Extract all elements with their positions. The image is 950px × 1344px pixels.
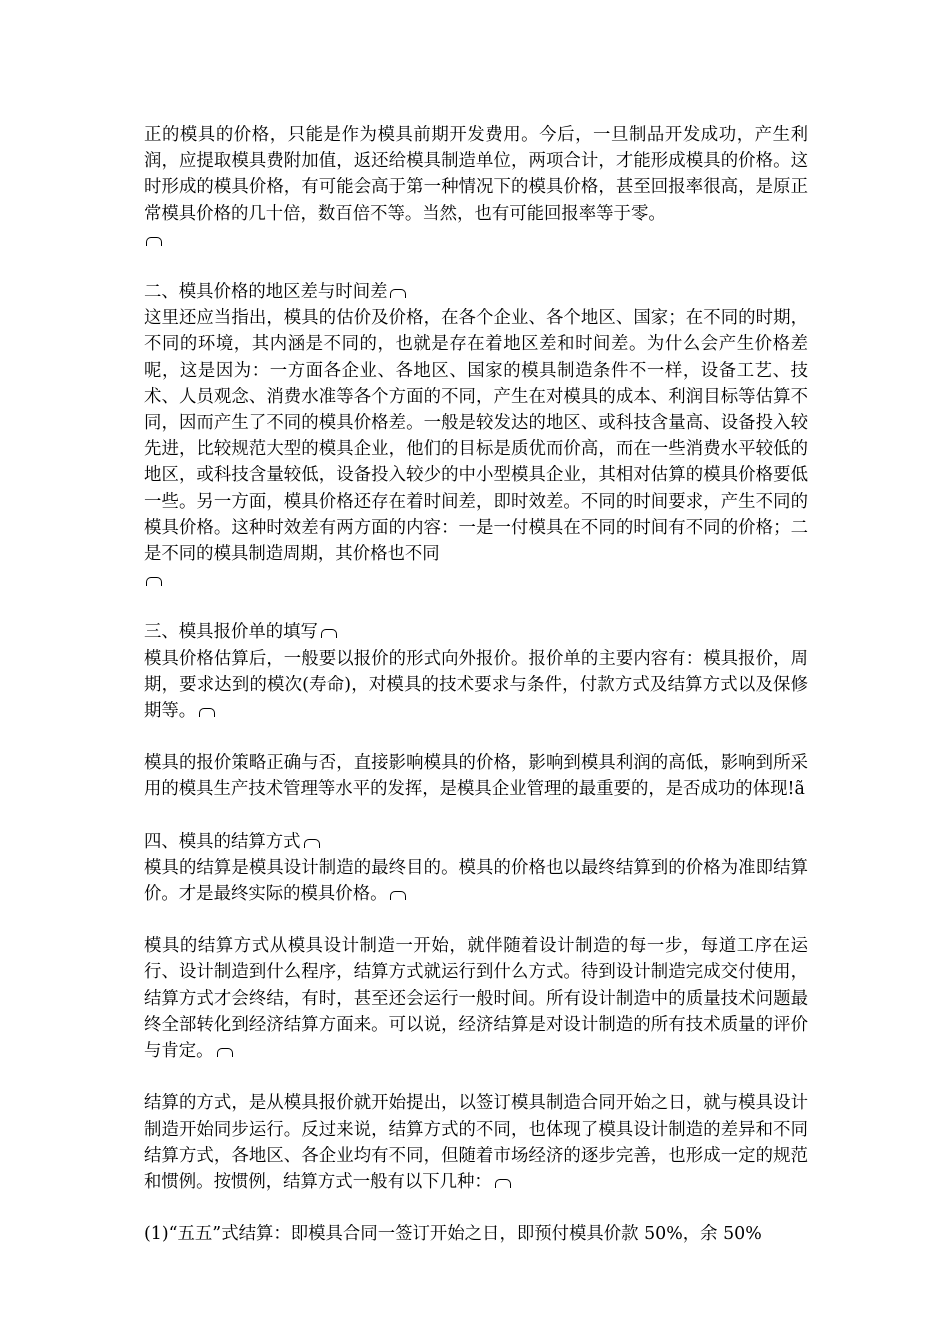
paragraph-mark-icon: [217, 1048, 233, 1057]
paragraph-mark-icon: [495, 1179, 511, 1188]
paragraph-mark-icon: [321, 629, 337, 638]
paragraph-mold-price-return: 正的模具的价格，只能是作为模具前期开发费用。今后，一旦制品开发成功，产生利润，应提取模具费附加值，返还给模具制造单位，两项合计，才能形成模具的价格。这时形成的模具价格，有可能会高于第一种情况下的模具价格，甚至回报率很高，是原正常模具价格的几十倍，数百倍不等。当然，也有可能回报率等于零。: [144, 125, 808, 224]
paragraph-mark-icon: [146, 577, 162, 586]
section-heading-settlement-method: 四、模具的结算方式: [144, 829, 808, 855]
paragraph-mark-icon: [390, 289, 406, 298]
paragraph-price-difference: 这里还应当指出，模具的估价及价格，在各个企业、各个地区、国家；在不同的时期，不同的环境，其内涵是不同的，也就是存在着地区差和时间差。为什么会产生价格差呢，这是因为：一方面各企业、各地区、国家的模具制造条件不一样，设备工艺、技术、人员观念、消费水准等各个方面的不同，产生在对模具的成本、利润目标等估算不同，因而产生了不同的模具价格差。一般是较发达的地区、或科技含量高、设备投入较先进，比较规范大型的模具企业，他们的目标是质优而价高，而在一些消费水平较低的地区，或科技含量较低，设备投入较少的中小型模具企业，其相对估算的模具价格要低一些。另一方面，模具价格还存在着时间差，即时效差。不同的时间要求，产生不同的模具价格。这种时效差有两方面的内容：一是一付模具在不同的时间有不同的价格；二是不同的模具制造周期，其价格也不同: [144, 308, 808, 565]
paragraph-mark-icon: [146, 237, 162, 246]
paragraph-mark-icon: [304, 839, 320, 848]
paragraph-settlement-process: 模具的结算方式从模具设计制造一开始，就伴随着设计制造的每一步，每道工序在运行、设计制造到什么程序，结算方式就运行到什么方式。待到设计制造完成交付使用，结算方式才会终结，有时，甚至还会运行一般时间。所有设计制造中的质量技术问题最终全部转化到经济结算方面来。可以说，经济结算是对设计制造的所有技术质量的评价与肯定。: [144, 936, 808, 1062]
paragraph-mark-icon: [390, 891, 406, 900]
paragraph-mark-icon: [199, 708, 215, 717]
section-heading-regional-time-difference: 二、模具价格的地区差与时间差: [144, 279, 808, 305]
paragraph-settlement-purpose: 模具的结算是模具设计制造的最终目的。模具的价格也以最终结算到的价格为准即结算价。才是最终实际的模具价格。: [144, 857, 808, 905]
paragraph-quotation-content: 模具价格估算后，一般要以报价的形式向外报价。报价单的主要内容有：模具报价，周期，要求达到的模次(寿命)，对模具的技术要求与条件，付款方式及结算方式以及保修期等。: [144, 648, 808, 722]
paragraph-end-mark: [144, 567, 808, 593]
paragraph-quotation-strategy: 模具的报价策略正确与否，直接影响模具的价格，影响到模具利润的高低，影响到所采用的模具生产技术管理等水平的发挥，是模具企业管理的最重要的，是否成功的体现!ã: [144, 753, 808, 800]
section-heading-quotation-form: 三、模具报价单的填写: [144, 619, 808, 645]
paragraph-end-mark: [144, 227, 808, 253]
document-body: [144, 122, 808, 1247]
paragraph-five-five-settlement: (1)“五五”式结算：即模具合同一签订开始之日，即预付模具价款 50%，余 50%: [144, 1224, 762, 1245]
paragraph-settlement-practice: 结算的方式，是从模具报价就开始提出，以签订模具制造合同开始之日，就与模具设计制造开始同步运行。反过来说，结算方式的不同，也体现了模具设计制造的差异和不同结算方式，各地区、各企业均有不同，但随着市场经济的逐步完善，也形成一定的规范和惯例。按惯例，结算方式一般有以下几种：: [144, 1093, 808, 1192]
